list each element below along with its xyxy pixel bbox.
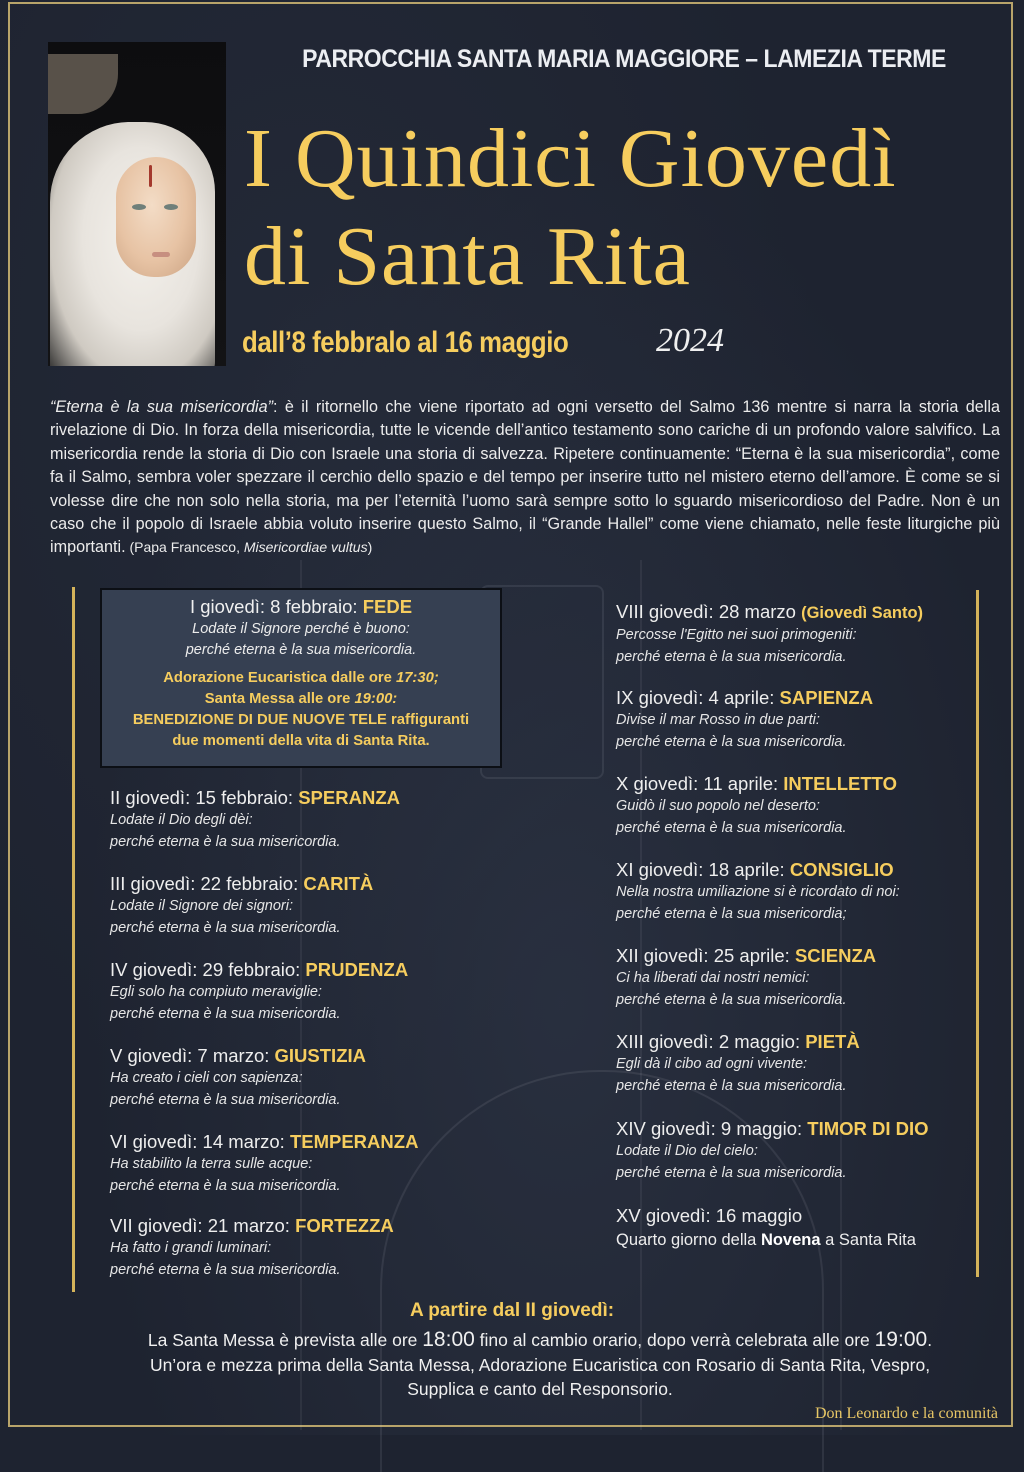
thursday-entry <box>110 872 490 939</box>
mass-schedule-text: La Santa Messa è prevista alle ore <box>147 1330 423 1350</box>
date-range <box>242 322 724 360</box>
intro-quote <box>50 396 1000 560</box>
footer-line-3: Supplica e canto del Responsorio. <box>407 1379 673 1399</box>
thursday-entry <box>616 1030 996 1097</box>
thursday-entry <box>616 772 996 839</box>
psalm-verse: Ha stabilito la terra sulle acque: <box>110 1156 313 1172</box>
santa-rita-portrait <box>48 42 226 366</box>
psalm-refrain: perché eterna è la sua misericordia. <box>110 1091 341 1108</box>
last-thursday-entry <box>616 1204 996 1252</box>
quote-citation-work: Misericordiae vultus <box>243 539 368 556</box>
page-title <box>244 110 897 306</box>
quote-refrain: “Eterna è la sua misericordia” <box>50 398 274 416</box>
thursday-entry <box>616 686 996 753</box>
mass-schedule-text: fino al cambio orario, dopo verrà celebrata alle ore <box>474 1330 875 1350</box>
psalm-refrain: perché eterna è la sua misericordia. <box>616 819 847 836</box>
thursday-date: X giovedì: 11 aprile: <box>616 773 784 794</box>
blessing-info-2: due momenti della vita di Santa Rita. <box>172 733 430 749</box>
adoration-label: Adorazione Eucaristica dalle ore <box>163 670 396 686</box>
blessing-info: BENEDIZIONE DI DUE NUOVE TELE raffiguranti <box>132 712 470 728</box>
quote-body: : è il ritornello che viene riportato ad ogni versetto del Salmo 136 mentre si narra la storia della rivelazione di Dio. In forza della misericordia, tutte le vicende dell’antico testamento sono cariche di un profondo valore salvifico. La misericordia rende la storia di Dio con Israele una storia di salvezza. Ripetere continuamente: “Eterna è la sua misericordia”, come fa il Salmo, sembra voler spezzare il cerchio dello spazio e del tempo per inserire tutto nel mistero eterno dell’amore. È come se si volesse dire che non solo nella storia, ma per l’eternità l’uomo sarà sempre sotto lo sguardo misericordioso del Padre. Non è un caso che il popolo di Israele abbia voluto inserire questo Salmo, il “Grande Hallel” come viene chiamato, nelle feste liturgiche più importanti. <box>50 398 1000 557</box>
thursday-virtue: TIMOR DI DIO <box>807 1118 929 1139</box>
thursday-date: III giovedì: 22 febbraio: <box>110 873 304 894</box>
title-line-2: di Santa Rita <box>244 210 691 303</box>
thursday-virtue: PIETÀ <box>805 1031 860 1052</box>
thursday-entry <box>616 944 996 1011</box>
psalm-verse: Ha fatto i grandi luminari: <box>110 1240 272 1256</box>
psalm-verse: Guidò il suo popolo nel deserto: <box>616 798 820 814</box>
portrait-eye <box>164 204 178 210</box>
psalm-refrain: perché eterna è la sua misericordia. <box>110 1177 341 1194</box>
thursday-date: V giovedì: 7 marzo: <box>110 1045 275 1066</box>
psalm-verse: Egli dà il cibo ad ogni vivente: <box>616 1056 808 1072</box>
novena-line <box>616 1228 996 1252</box>
date-range-text: dall’8 febbralo al 16 maggio <box>242 326 569 359</box>
portrait-face <box>116 157 196 277</box>
psalm-refrain: perché eterna è la sua misericordia. <box>616 991 847 1008</box>
psalm-verse: Lodate il Dio del cielo: <box>616 1143 758 1159</box>
footer-body <box>60 1328 1020 1402</box>
thursday-date: II giovedì: 15 febbraio: <box>110 787 299 808</box>
thursday-date: XIV giovedì: 9 maggio: <box>616 1118 808 1139</box>
parish-name: PARROCCHIA SANTA MARIA MAGGIORE – LAMEZIA TERME <box>302 45 946 73</box>
psalm-refrain: perché eterna è la sua misericordia. <box>616 733 847 750</box>
thursday-date: IX giovedì: 4 aprile: <box>616 687 780 708</box>
quote-citation-close: ) <box>367 539 373 556</box>
mass-label: Santa Messa alle ore <box>204 691 355 707</box>
novena-prefix: Quarto giorno della <box>616 1231 761 1249</box>
psalm-refrain: perché eterna è la sua misericordia. <box>110 1005 341 1022</box>
quote-citation-open: (Papa Francesco, <box>125 539 244 556</box>
psalm-verse: Egli solo ha compiuto meraviglie: <box>110 984 322 1000</box>
footer-line-1 <box>60 1328 1020 1353</box>
title-line-1: I Quindici Giovedì <box>244 112 897 205</box>
first-thursday-heading <box>102 595 500 619</box>
portrait-background-hand <box>48 54 118 114</box>
psalm-refrain: perché eterna è la sua misericordia. <box>185 642 417 658</box>
year: 2024 <box>656 322 724 359</box>
psalm-verse: Divise il mar Rosso in due parti: <box>616 712 820 728</box>
thursday-date: I giovedì: 8 febbraio: <box>189 596 363 617</box>
thursday-virtue: CONSIGLIO <box>789 859 894 880</box>
mass-time: 19:00: <box>354 691 398 707</box>
thursday-date: VI giovedì: 14 marzo: <box>110 1131 290 1152</box>
psalm-verse: Lodate il Dio degli dèi: <box>110 812 253 828</box>
portrait-eye <box>132 204 146 210</box>
psalm-refrain: perché eterna è la sua misericordia; <box>616 905 847 922</box>
thursday-entry <box>616 600 996 668</box>
psalm-verse: Percosse l'Egitto nei suoi primogeniti: <box>616 627 857 643</box>
novena-bold: Novena <box>760 1231 821 1249</box>
footer-line-2: Un’ora e mezza prima della Santa Messa, Adorazione Eucaristica con Rosario di Santa Rita, Vespro, <box>149 1354 931 1375</box>
thursday-entry <box>110 958 490 1025</box>
thursday-date: XII giovedì: 25 aprile: <box>616 945 795 966</box>
thursday-virtue: (Giovedì Santo) <box>801 604 924 622</box>
thursday-entry <box>110 786 490 853</box>
thursday-date: XI giovedì: 18 aprile: <box>616 859 790 880</box>
thursday-date: XV giovedì: 16 maggio <box>616 1205 803 1226</box>
thursday-entry <box>616 1117 996 1184</box>
thursday-entry <box>616 858 996 925</box>
psalm-refrain: perché eterna è la sua misericordia. <box>110 1261 341 1278</box>
psalm-refrain: perché eterna è la sua misericordia. <box>616 1164 847 1181</box>
thursday-virtue: SPERANZA <box>298 787 400 808</box>
psalm-refrain: perché eterna è la sua misericordia. <box>110 919 341 936</box>
signature: Don Leonardo e la comunità <box>814 1405 998 1422</box>
event-info <box>102 668 500 752</box>
adoration-time: 17:30; <box>395 670 439 686</box>
psalm-verse: Ci ha liberati dai nostri nemici: <box>616 970 810 986</box>
mass-time-2: 19:00 <box>874 1328 928 1351</box>
thursday-virtue: GIUSTIZIA <box>274 1045 367 1066</box>
mass-schedule-text: . <box>927 1330 933 1350</box>
thursday-virtue: SAPIENZA <box>779 687 874 708</box>
psalm-verse: Lodate il Signore perché è buono: <box>192 621 410 637</box>
portrait-lips <box>152 252 170 257</box>
thursday-date: VIII giovedì: 28 marzo <box>616 601 802 622</box>
psalm-verse: Ha creato i cieli con sapienza: <box>110 1070 303 1086</box>
footer-heading: A partire dal II giovedì: <box>409 1300 615 1321</box>
thursday-virtue: PRUDENZA <box>305 959 409 980</box>
left-gold-divider <box>72 587 75 1292</box>
psalm-verse: Nella nostra umiliazione si è ricordato di noi: <box>616 884 900 900</box>
thursday-virtue: FORTEZZA <box>295 1215 394 1236</box>
thursday-virtue: TEMPERANZA <box>289 1131 419 1152</box>
psalm-refrain: perché eterna è la sua misericordia. <box>110 833 341 850</box>
first-thursday-box <box>100 588 502 768</box>
thursday-virtue: CARITÀ <box>303 873 374 894</box>
psalm-verse: Lodate il Signore dei signori: <box>110 898 293 914</box>
thursday-entry <box>110 1214 490 1281</box>
thursday-virtue: INTELLETTO <box>783 773 898 794</box>
thursday-virtue: SCIENZA <box>794 945 877 966</box>
thursday-entry <box>110 1044 490 1111</box>
portrait-forehead-thorn-mark <box>149 165 152 187</box>
psalm-refrain: perché eterna è la sua misericordia. <box>616 1077 847 1094</box>
thursday-date: VII giovedì: 21 marzo: <box>110 1215 296 1236</box>
psalm-refrain: perché eterna è la sua misericordia. <box>616 648 847 665</box>
thursday-date: XIII giovedì: 2 maggio: <box>616 1031 806 1052</box>
thursday-entry <box>110 1130 490 1197</box>
thursday-virtue: FEDE <box>362 596 413 617</box>
thursday-date: IV giovedì: 29 febbraio: <box>110 959 306 980</box>
novena-suffix: a Santa Rita <box>820 1231 916 1249</box>
mass-time-1: 18:00 <box>422 1328 475 1351</box>
